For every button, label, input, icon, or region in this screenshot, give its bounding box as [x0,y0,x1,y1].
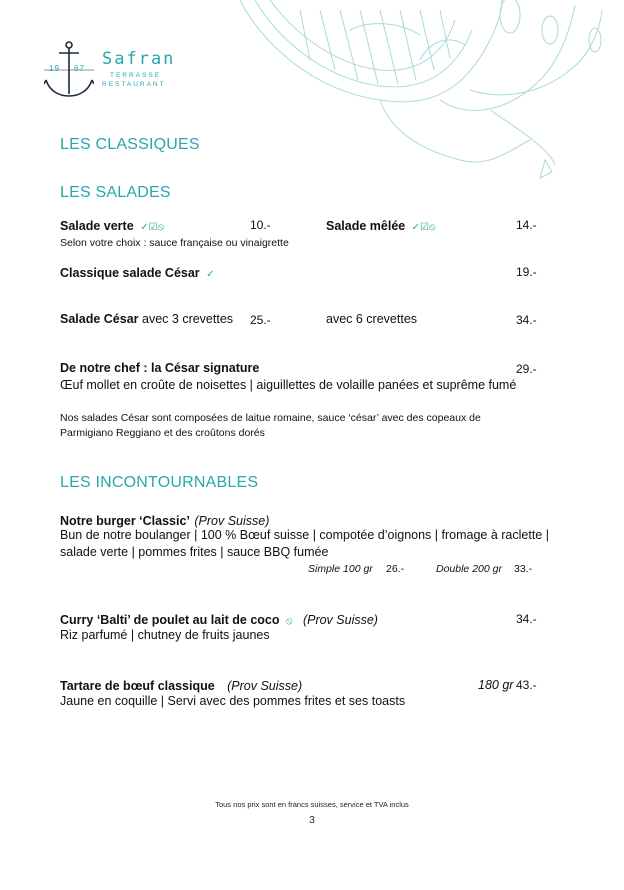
logo-year-right: 67 [74,64,85,73]
price-salade-verte: 10.- [250,218,271,232]
jellyfish-illustration [240,0,624,200]
item-origin: (Prov Suisse) [194,514,270,528]
logo-sub-restaurant: RESTAURANT [102,81,166,88]
page-number: 3 [309,815,315,826]
option-6-crevettes: avec 6 crevettes [326,312,418,326]
section-title-salades: LES SALADES [60,184,171,201]
burger-double-price: 33.- [514,563,533,575]
footer-note: Tous nos prix sont en francs suisses, service et TVA inclus [215,800,409,809]
item-name: Classique salade César [60,266,200,280]
item-salade-verte [60,217,164,235]
tartare-weight: 180 gr [478,678,514,692]
diet-icons: ⦸ [285,616,293,627]
item-name: Salade César [60,312,139,326]
option-3-crevettes: avec 3 crevettes [142,312,234,326]
salade-choix-text: Selon votre choix : sauce française ou vinaigrette [60,237,289,249]
logo [44,40,194,102]
item-salade-melee [326,217,436,235]
item-salade-cesar [60,312,233,326]
price-classique-cesar: 19.- [516,265,537,279]
burger-double-label: Double 200 gr [436,563,502,575]
section-title-incontournables: LES INCONTOURNABLES [60,474,259,491]
item-name: Curry ‘Balti’ de poulet au lait de coco [60,613,280,627]
logo-name: Safran [102,49,176,69]
price-tartare: 43.- [516,678,537,692]
price-cesar-6: 34.- [516,313,537,327]
item-classique-cesar [60,264,215,282]
price-cesar-signature: 29.- [516,362,537,376]
burger-desc-line2: salade verte | pommes frites | sauce BBQ fumée [60,545,329,559]
burger-simple-label: Simple 100 gr [308,563,373,575]
cesar-note-line1: Nos salades César sont composées de laitue romaine, sauce ‘césar’ avec des copeaux de [60,412,481,424]
diet-icons: ✓☑⦸ [140,222,164,233]
logo-sub-terrasse: TERRASSE [110,72,162,79]
price-cesar-3: 25.- [250,313,271,327]
price-salade-melee: 14.- [516,218,537,232]
cesar-note-line2: Parmigiano Reggiano et des croûtons dorés [60,427,265,439]
diet-icons: ✓ [206,269,215,280]
item-name: Tartare de bœuf classique [60,679,215,693]
burger-desc-line1: Bun de notre boulanger | 100 % Bœuf suisse | compotée d’oignons | fromage à raclette | [60,528,549,542]
item-cesar-signature: De notre chef : la César signature [60,361,260,375]
item-tartare [60,677,302,695]
burger-simple-price: 26.- [386,563,405,575]
logo-year-left: 19 [49,64,60,73]
cesar-signature-desc: Œuf mollet en croûte de noisettes | aiguillettes de volaille panées et suprême fumé [60,378,517,392]
diet-icons: ✓☑⦸ [411,222,436,233]
item-name: Salade mêlée [326,219,406,233]
item-name: Salade verte [60,219,134,233]
price-curry: 34.- [516,612,537,626]
section-title-classiques: LES CLASSIQUES [60,136,200,153]
item-origin: (Prov Suisse) [302,613,378,627]
item-origin: (Prov Suisse) [227,679,303,693]
item-name: Notre burger ‘Classic’ [60,514,190,528]
item-curry [60,611,378,629]
curry-desc: Riz parfumé | chutney de fruits jaunes [60,628,270,642]
tartare-desc: Jaune en coquille | Servi avec des pommes frites et ses toasts [60,694,406,708]
